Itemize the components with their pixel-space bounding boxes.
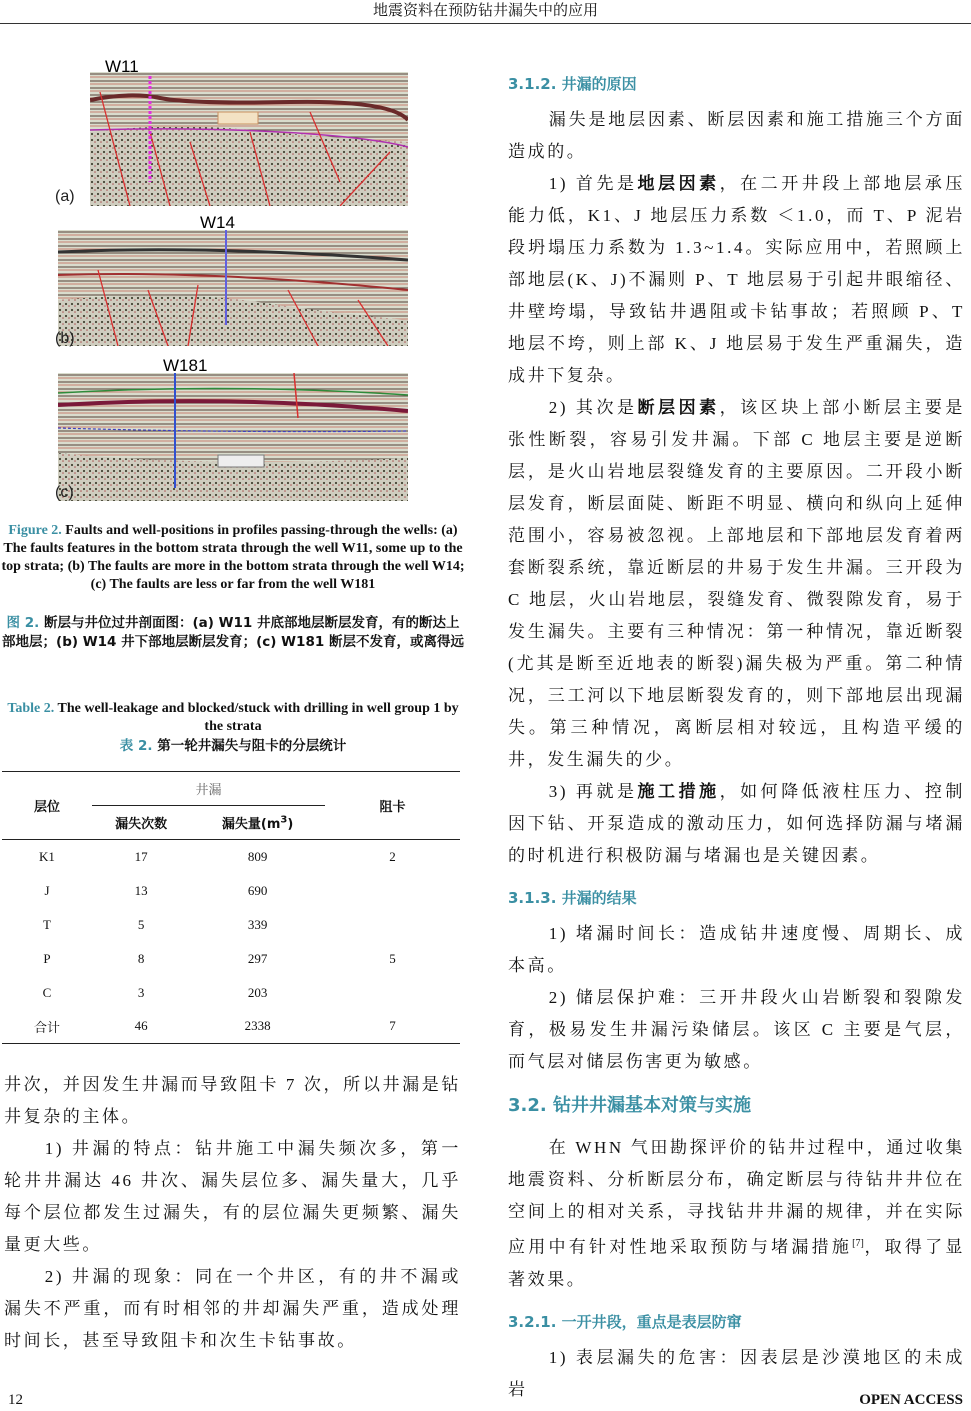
cell-volume: 809 <box>247 848 268 864</box>
cell-count: 46 <box>134 1018 148 1034</box>
cell-count: 17 <box>134 848 148 864</box>
table-row <box>2 840 460 874</box>
paragraph: 漏失是地层因素、断层因素和施工措施三个方面造成的。 <box>508 110 965 161</box>
cell-layer: T <box>43 916 51 932</box>
figure-caption-zh-text: 断层与井位过井剖面图：(a) W11 井底部地层断层发育，有的断达上部地层；(b) W14 井下部地层断层发育；(c) W181 断层不发育，或离得远 <box>2 615 464 650</box>
cell-stuck <box>325 874 460 908</box>
col-header-group: 井漏 <box>92 772 325 806</box>
table-row <box>2 908 460 942</box>
paragraph: 2) 储层保护难：三开井段火山岩断裂和裂隙发育，极易发生井漏污染储层。该区 C 主要是气层，而气层对储层伤害更为敏感。 <box>508 988 965 1071</box>
paragraph: 1) 井漏的特点：钻井施工中漏失频次多，第一轮井井漏达 46 井次、漏失层位多、漏失量大，几乎每个层位都发生过漏失，有的层位漏失更频繁、漏失量更大些。 <box>4 1139 461 1254</box>
cell-volume: 297 <box>247 950 268 966</box>
figure-caption-en <box>0 522 466 594</box>
panel-label-c: (c) <box>55 484 74 501</box>
cell-volume: 203 <box>247 984 268 1000</box>
cell-layer: J <box>44 882 50 898</box>
section-heading-3-2: 3.2. 钻井井漏基本对策与实施 <box>508 1095 751 1116</box>
table-caption-zh-text: 第一轮井漏失与阻卡的分层统计 <box>152 738 347 754</box>
cell-stuck: 2 <box>389 848 396 864</box>
cell-volume: 690 <box>247 882 268 898</box>
seismic-profile-c <box>58 373 408 501</box>
running-header: 地震资料在预防钻井漏失中的应用 <box>0 0 971 24</box>
table-row <box>2 942 460 976</box>
section-heading-3-1-2: 3.1.2. 井漏的原因 <box>508 75 637 93</box>
paragraph: 2) 其次是断层因素，该区块上部小断层主要是张性断裂，容易引发井漏。下部 C 地层主要是逆断层，是火山岩地层裂缝发育的主要原因。二开段小断层发育，断层面陡、断距不明显、横向和纵向上延伸范围小，容易被忽视。上部地层和下部地层发育着两套断裂系统，靠近断层的井易于发生井漏。三开段为 C 地层，火山岩地层，裂缝发育、微裂隙发育，易于发生漏失。主要有三种情况：第一种情况，靠近断裂(尤其是断至近地表的断裂)漏失极为严重。第二种情况，三工河以下地层断裂发育的，则下部地层出现漏失。第三种情况，离断层相对较远，且构造平缓的井，发生漏失的少。 <box>508 398 966 769</box>
paragraph: 1) 堵漏时间长：造成钻井速度慢、周期长、成本高。 <box>508 924 965 975</box>
cell-count: 5 <box>137 916 145 932</box>
panel-label-b: (b) <box>55 330 75 347</box>
cell-layer: C <box>42 984 52 1000</box>
table-row <box>2 1010 460 1044</box>
figure-label-zh: 图 2. <box>6 615 40 631</box>
journal-access-label: OPEN ACCESS <box>859 1392 963 1408</box>
cell-layer: P <box>43 950 51 966</box>
left-column-text <box>4 1069 461 1357</box>
figure-caption-zh <box>0 614 466 652</box>
leakage-table <box>2 771 460 1044</box>
table-caption-zh <box>0 737 466 756</box>
cell-layer: K1 <box>39 848 55 864</box>
paragraph: 井次，并因发生井漏而导致阻卡 7 次，所以井漏是钻井复杂的主体。 <box>4 1075 461 1126</box>
paragraph: 在 WHN 气田勘探评价的钻井过程中，通过收集地震资料、分析断层分布，确定断层与待钻井井位在空间上的相对关系，寻找钻井井漏的规律，并在实际应用中有针对性地采取预防与堵漏措施[7]，取得了显著效果。 <box>508 1138 966 1289</box>
well-label-a: W11 <box>105 57 139 76</box>
col-header-layer: 层位 <box>33 800 60 815</box>
table-caption-text: The well-leakage and blocked/stuck with drilling in well group 1 by the strata <box>54 701 459 734</box>
paragraph: 2) 井漏的现象：同在一个井区，有的井不漏或漏失不严重，而有时相邻的井却漏失严重，造成处理时间长，甚至导致阻卡和次生卡钻事故。 <box>4 1267 461 1350</box>
well-label-b: W14 <box>200 213 235 232</box>
cell-layer: 合计 <box>33 1019 60 1035</box>
page-number: 12 <box>8 1392 23 1408</box>
section-heading-3-1-3: 3.1.3. 井漏的结果 <box>508 889 637 907</box>
cell-stuck <box>325 908 460 942</box>
seismic-image-a <box>90 72 408 206</box>
col-header-stuck: 阻卡 <box>379 800 406 815</box>
cell-volume: 2338 <box>244 1018 271 1034</box>
cell-volume: 339 <box>247 916 268 932</box>
citation-link[interactable]: [7] <box>852 1238 864 1249</box>
seismic-image-b <box>58 230 408 346</box>
table-row <box>2 976 460 1010</box>
cell-stuck: 7 <box>389 1018 396 1034</box>
col-header-count: 漏失次数 <box>115 817 168 832</box>
seismic-image-c <box>58 373 408 501</box>
cell-stuck: 5 <box>389 950 396 966</box>
table-caption-en <box>0 700 466 736</box>
paragraph: 1) 表层漏失的危害：因表层是沙漠地区的未成岩 <box>508 1347 965 1399</box>
table-row <box>2 874 460 908</box>
seismic-profile-b <box>58 230 408 346</box>
right-column-text <box>508 58 965 1406</box>
paragraph: 1) 首先是地层因素，在二开井段上部地层承压能力低，K1、J 地层压力系数 ＜1.0，而 T、P 泥岩段坍塌压力系数为 1.3~1.4。实际应用中，若照顾上部地层(K、J)不漏则 P、T 地层易于引起井眼缩径、井壁垮塌，导致钻井遇阻或卡钻事故；若照顾 P、T 地层不垮，则上部 K、J 地层易于发生严重漏失，造成井下复杂。 <box>508 174 966 385</box>
cell-count: 8 <box>137 950 145 966</box>
page-footer <box>8 1392 963 1409</box>
figure-label: Figure 2. <box>8 523 62 538</box>
section-heading-3-2-1: 3.2.1. 一开井段，重点是表层防窜 <box>508 1312 742 1331</box>
col-header-volume: 漏失量$(m^3)$ <box>221 814 294 832</box>
cell-count: 3 <box>137 984 145 1000</box>
table-label: Table 2. <box>7 701 55 716</box>
cell-count: 13 <box>134 882 148 898</box>
panel-label-a: (a) <box>55 188 75 205</box>
figure-caption-text: Faults and well-positions in profiles passing-through the wells: (a) The faults features in the bottom strata through the well W11, some up to the top strata; (b) The faults are more in the bottom strata through the well W14; (c) The faults are less or far from the well W181 <box>1 523 465 592</box>
well-label-c: W181 <box>163 356 208 375</box>
table-label-zh: 表 2. <box>119 738 153 754</box>
seismic-profile-a <box>90 72 408 206</box>
cell-stuck <box>325 976 460 1010</box>
paragraph: 3) 再就是施工措施，如何降低液柱压力、控制因下钻、开泵造成的激动压力，如何选择防漏与堵漏的时机进行积极防漏与堵漏也是关键因素。 <box>508 782 966 865</box>
